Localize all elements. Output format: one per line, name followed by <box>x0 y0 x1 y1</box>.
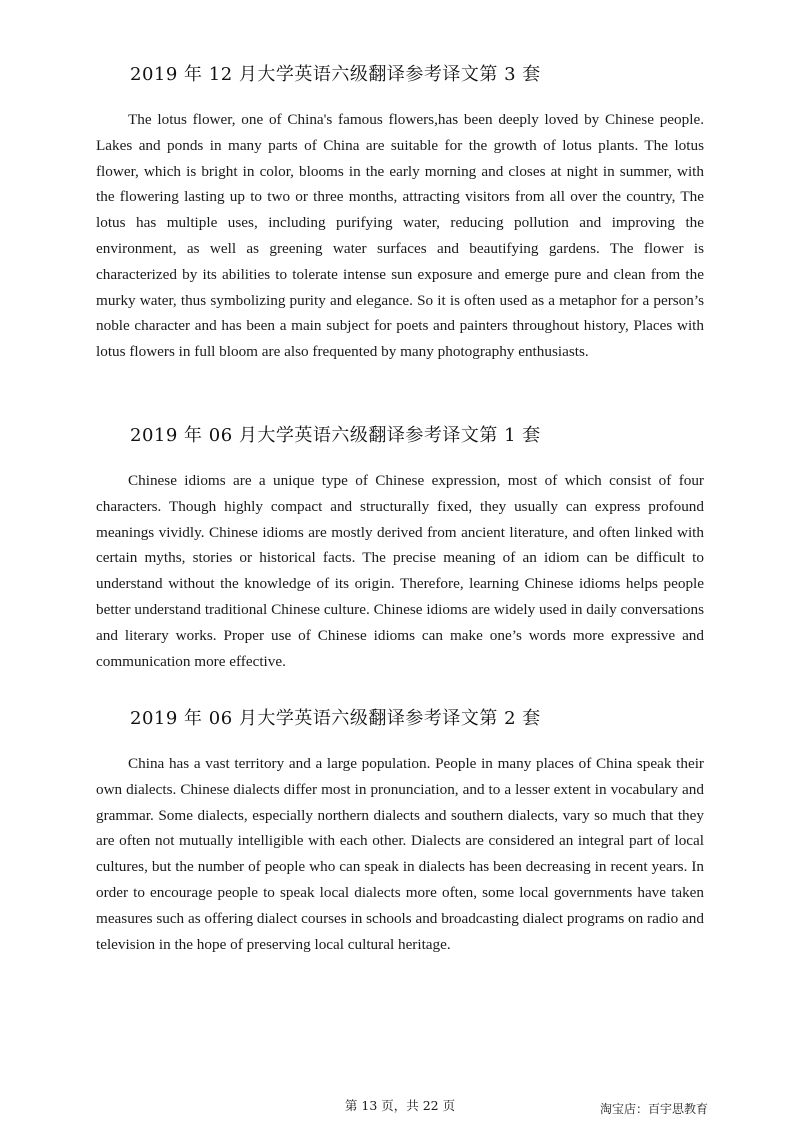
section-paragraph: Chinese idioms are a unique type of Chinese expression, most of which consist of four characters. Though highly compact and structurally fixed, they usually can express profound meanings vividly. Chinese idioms are mostly derived from ancient literature, and often linked with certain myths, stories or historical facts. The precise meaning of an idiom can be difficult to understand without the knowledge of its origin. Therefore, learning Chinese idioms helps people better understand traditional Chinese culture. Chinese idioms are widely used in daily conversations and literary works. Proper use of Chinese idioms can make one’s words more expressive and communication more effective. <box>96 472 704 670</box>
section-paragraph: The lotus flower, one of China's famous flowers,has been deeply loved by Chinese people. Lakes and ponds in many parts of China are suitable for the growth of lotus plants. The lotus flower, which is bright in color, blooms in the early morning and closes at night in summer, with the flowering lasting up to two or three months, attracting visitors from all over the country, The lotus has multiple uses, including purifying water, reducing pollution and improving the environment, as well as greening water surfaces and beautifying gardens. The flower is characterized by its abilities to tolerate intense sun exposure and emerge pure and clean from the murky water, thus symbolizing purity and elegance. So it is often used as a metaphor for a person’s noble character and has been a main subject for poets and painters throughout history, Places with lotus flowers in full bloom are also frequented by many photography enthusiasts. <box>96 111 704 361</box>
translation-section-2019-06-set-2 <box>96 706 704 957</box>
translation-section-2019-12-set-3 <box>96 62 704 365</box>
section-paragraph: China has a vast territory and a large population. People in many places of China speak their own dialects. Chinese dialects differ most in pronunciation, and to a lesser extent in vocabulary and grammar. Some dialects, especially northern dialects and southern dialects, vary so much that they are often not mutually intelligible with each other. Dialects are considered an integral part of local cultures, but the number of people who can speak in dialects has been decreasing in recent years. In order to encourage people to speak local dialects more often, some local governments have taken measures such as offering dialect courses in schools and broadcasting dialect programs on radio and television in the hope of preserving local cultural heritage. <box>96 755 704 953</box>
translation-section-2019-06-set-1 <box>96 423 704 674</box>
section-heading: 2019 年 06 月大学英语六级翻译参考译文第 1 套 <box>130 425 541 446</box>
page-number: 第 13 页，共 22 页 <box>344 1098 456 1113</box>
section-heading: 2019 年 12 月大学英语六级翻译参考译文第 3 套 <box>130 64 541 85</box>
shop-credit: 淘宝店：百宇思教育 <box>599 1102 708 1116</box>
section-heading: 2019 年 06 月大学英语六级翻译参考译文第 2 套 <box>130 708 541 729</box>
